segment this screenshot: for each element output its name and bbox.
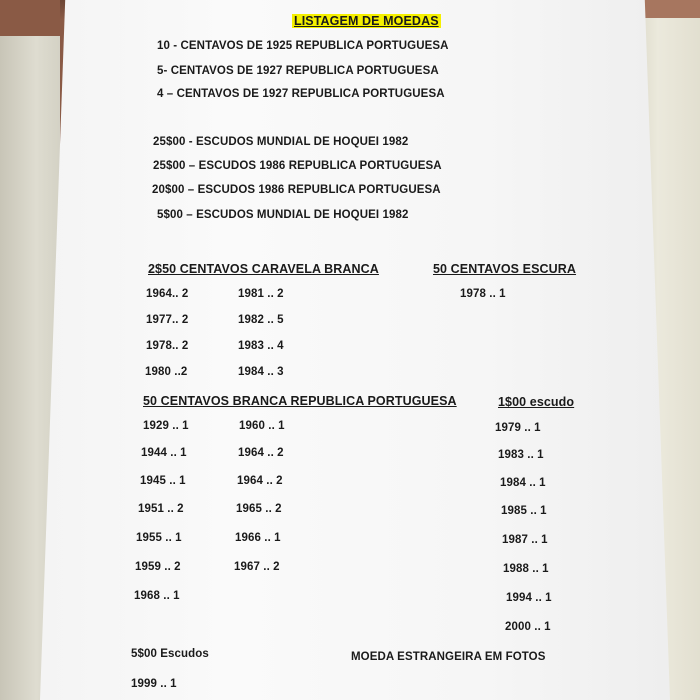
- list-item: 1983 .. 4: [238, 340, 284, 352]
- list-item: 25$00 - ESCUDOS MUNDIAL DE HOQUEI 1982: [153, 136, 409, 148]
- list-item: 1988 .. 1: [503, 563, 549, 575]
- list-item: 1984 .. 3: [238, 366, 284, 378]
- list-item: 20$00 – ESCUDOS 1986 REPUBLICA PORTUGUESA: [152, 184, 441, 196]
- list-item: 1955 .. 1: [136, 532, 182, 544]
- list-item: 1964.. 2: [146, 288, 189, 300]
- list-item: 1999 .. 1: [131, 678, 177, 690]
- list-item: 10 - CENTAVOS DE 1925 REPUBLICA PORTUGUESA: [157, 40, 449, 52]
- list-item: 1959 .. 2: [135, 561, 181, 573]
- section-heading-escudo: 1$00 escudo: [498, 395, 575, 409]
- list-item: 1984 .. 1: [500, 477, 546, 489]
- list-item: 1929 .. 1: [143, 420, 189, 432]
- list-item: 1979 .. 1: [495, 422, 541, 434]
- list-item: 1994 .. 1: [506, 592, 552, 604]
- list-item: 1982 .. 5: [238, 314, 284, 326]
- list-item: 1967 .. 2: [234, 561, 280, 573]
- list-item: 1985 .. 1: [501, 505, 547, 517]
- section-heading-caravela: 2$50 CENTAVOS CARAVELA BRANCA: [148, 262, 379, 276]
- list-item: 1968 .. 1: [134, 590, 180, 602]
- list-item: 1964 .. 2: [237, 475, 283, 487]
- list-item: 1977.. 2: [146, 314, 189, 326]
- list-item: 1987 .. 1: [502, 534, 548, 546]
- list-item: 1978 .. 1: [460, 288, 506, 300]
- list-item: 5$00 – ESCUDOS MUNDIAL DE HOQUEI 1982: [157, 209, 409, 221]
- section-heading-5escudos: 5$00 Escudos: [131, 648, 209, 660]
- list-item: 5- CENTAVOS DE 1927 REPUBLICA PORTUGUESA: [157, 65, 439, 77]
- list-item: 1981 .. 2: [238, 288, 284, 300]
- list-item: 1945 .. 1: [140, 475, 186, 487]
- list-item: 1980 ..2: [145, 366, 188, 378]
- list-item: 1960 .. 1: [239, 420, 285, 432]
- list-item: 1978.. 2: [146, 340, 189, 352]
- list-item: 4 – CENTAVOS DE 1927 REPUBLICA PORTUGUESA: [157, 88, 445, 100]
- footer-note: MOEDA ESTRANGEIRA EM FOTOS: [351, 651, 546, 663]
- list-item: 1965 .. 2: [236, 503, 282, 515]
- list-item: 1964 .. 2: [238, 447, 284, 459]
- section-heading-escura: 50 CENTAVOS ESCURA: [433, 262, 577, 276]
- section-heading-branca: 50 CENTAVOS BRANCA REPUBLICA PORTUGUESA: [143, 394, 457, 408]
- list-item: 1966 .. 1: [235, 532, 281, 544]
- document-title: LISTAGEM DE MOEDAS: [294, 14, 439, 28]
- list-item: 1944 .. 1: [141, 447, 187, 459]
- list-item: 2000 .. 1: [505, 621, 551, 633]
- list-item: 1951 .. 2: [138, 503, 184, 515]
- list-item: 25$00 – ESCUDOS 1986 REPUBLICA PORTUGUESA: [153, 160, 442, 172]
- list-item: 1983 .. 1: [498, 449, 544, 461]
